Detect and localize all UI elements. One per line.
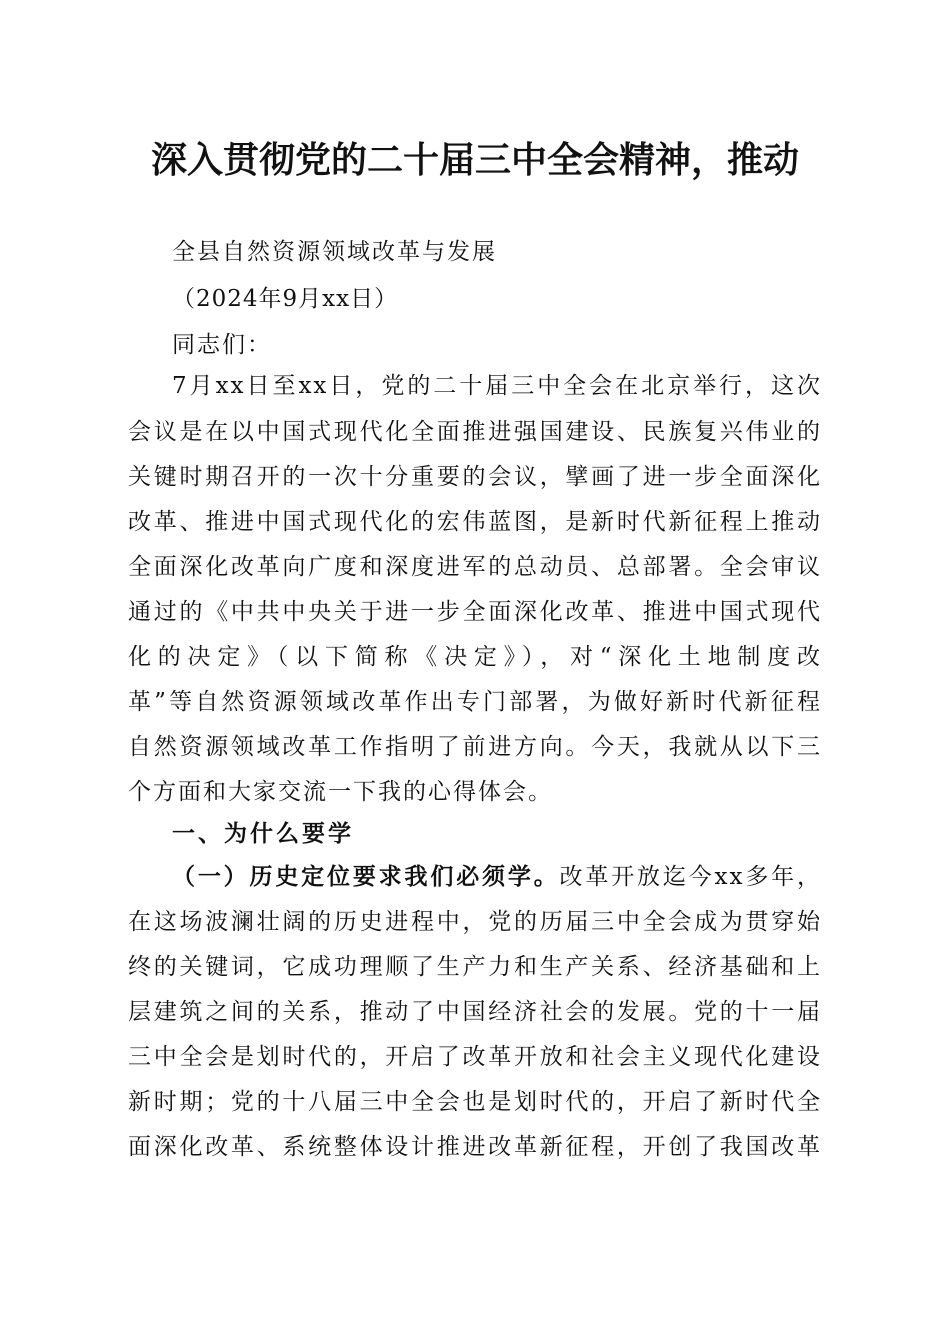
paragraph-line: 终的关键词，它成功理顺了生产力和生产关系、经济基础和上 (128, 954, 822, 980)
paragraph-line: 在这场波澜壮阔的历史进程中，党的历届三中全会成为贯穿始 (128, 909, 822, 935)
paragraph-line: 革”等自然资源领域改革作出专门部署，为做好新时代新征程 (128, 689, 822, 715)
paragraph-line: 改革、推进中国式现代化的宏伟蓝图，是新时代新征程上推动 (128, 509, 822, 535)
paragraph-line: 自然资源领域改革工作指明了前进方向。今天，我就从以下三 (128, 734, 822, 760)
paragraph-line: 层建筑之间的关系，推动了中国经济社会的发展。党的十一届 (128, 999, 822, 1025)
paragraph-line: 化的决定》（以下简称《决定》），对“深化土地制度改 (128, 644, 822, 670)
paragraph-line: 关键时期召开的一次十分重要的会议，擘画了进一步全面深化 (128, 464, 822, 490)
subsection-title: （一）历史定位要求我们必须学。 (172, 863, 560, 890)
document-subtitle: 全县自然资源领域改革与发展 (172, 239, 497, 265)
paragraph-line-with-subheading (172, 862, 822, 892)
document-date: （2024年9月xx日） (172, 286, 399, 312)
paragraph-line: 通过的《中共中央关于进一步全面深化改革、推进中国式现代 (128, 599, 822, 625)
paragraph-line: 三中全会是划时代的，开启了改革开放和社会主义现代化建设 (128, 1044, 822, 1070)
paragraph-line: 7月xx日至xx日，党的二十届三中全会在北京举行，这次 (172, 373, 822, 399)
paragraph-line: 全面深化改革向广度和深度进军的总动员、总部署。全会审议 (128, 554, 822, 580)
salutation: 同志们： (172, 332, 272, 358)
paragraph-line: 面深化改革、系统整体设计推进改革新征程，开创了我国改革 (128, 1134, 822, 1160)
paragraph-line: 会议是在以中国式现代化全面推进强国建设、民族复兴伟业的 (128, 419, 822, 445)
document-title: 深入贯彻党的二十届三中全会精神，推动 (150, 139, 799, 181)
section-heading: 一、为什么要学 (172, 820, 354, 847)
paragraph-line: 个方面和大家交流一下我的心得体会。 (128, 779, 553, 805)
paragraph-text: 改革开放迄今xx多年， (559, 864, 822, 890)
paragraph-line: 新时期；党的十八届三中全会也是划时代的，开启了新时代全 (128, 1089, 822, 1115)
